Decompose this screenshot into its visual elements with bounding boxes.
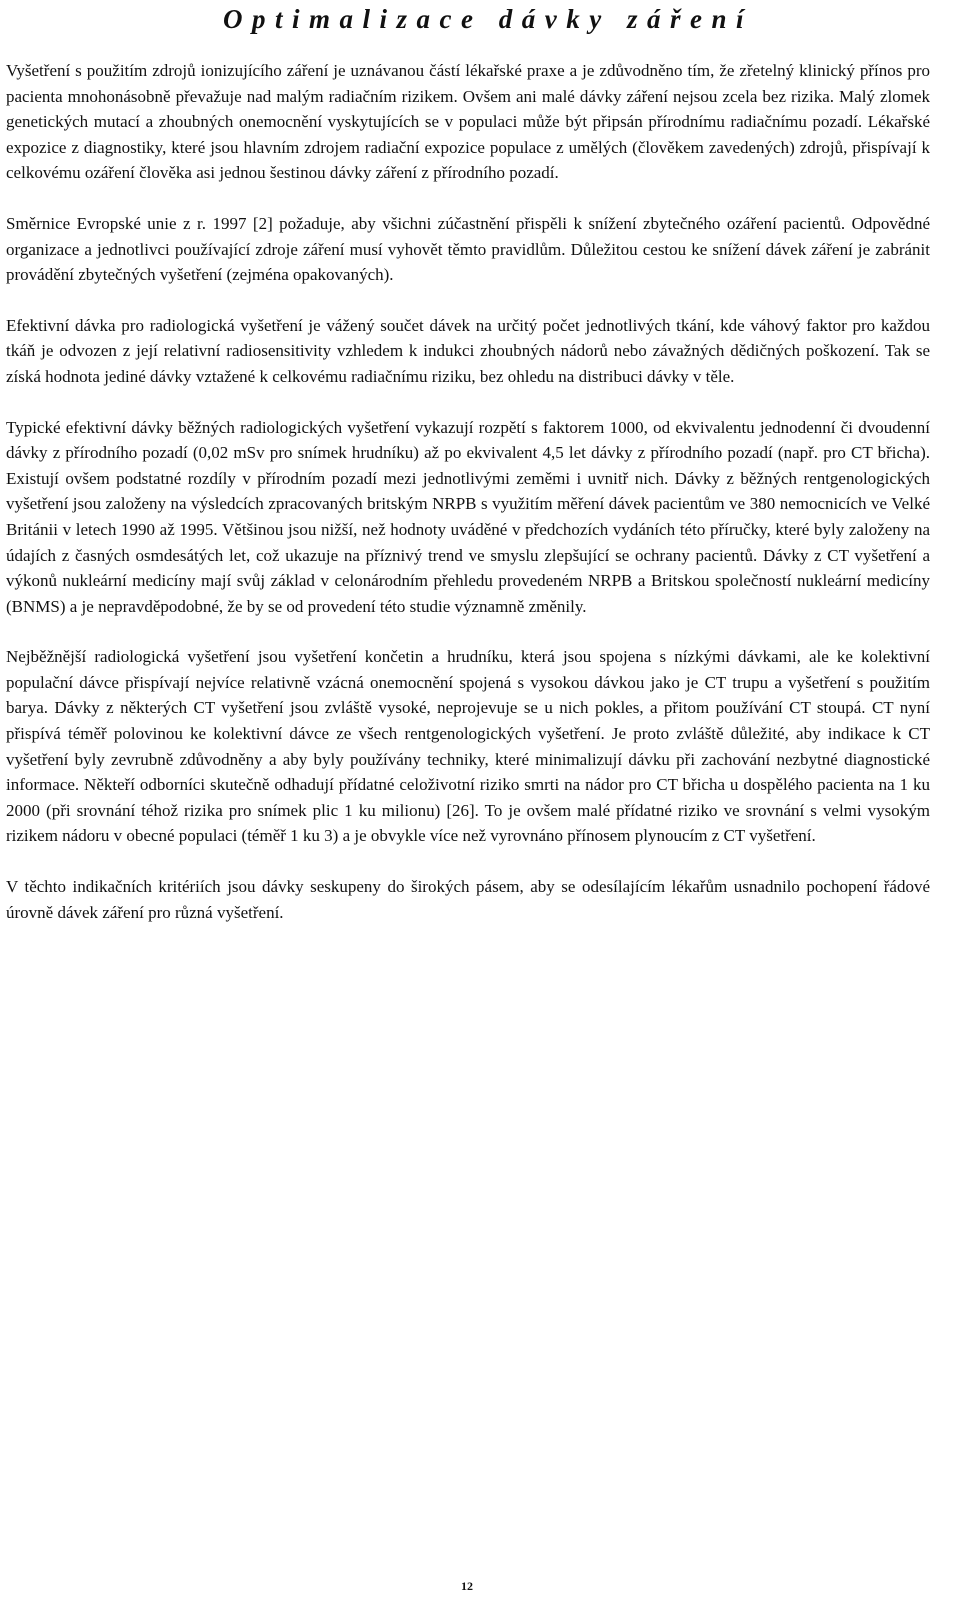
paragraph-typical-doses: Typické efektivní dávky běžných radiologických vyšetření vykazují rozpětí s faktorem 1000, od ekvivalentu jednodenní či dvoudenní dávky z přírodního pozadí (0,02 mSv pro snímek hrudníku) až po ekvivalent 4,5 let dávky z přírodního pozadí (např. pro CT břicha). Existují ovšem podstatné rozdíly v přírodním pozadí mezi jednotlivými zeměmi i uvnitř nich. Dávky z běžných rentgenologických vyšetření jsou založeny na výsledcích zpracovaných britským NRPB s využitím měření dávek pacientům ve 380 nemocnicích ve Velké Británii v letech 1990 až 1995. Většinou jsou nižší, než hodnoty uváděné v předchozích vydáních této příručky, které byly založeny na údajích z časných osmdesátých let, což ukazuje na příznivý trend ve smyslu zlepšující se ochrany pacientů. Dávky z CT vyšetření a výkonů nukleární medicíny mají svůj základ v celonárodním přehledu provedeném NRPB a Britskou společností nukleární medicíny (BNMS) a je nepravděpodobné, že by se od provedení této studie významně změnily. [6,417,930,616]
page-number: 12 [461,1579,473,1593]
paragraph-effective-dose: Efektivní dávka pro radiologická vyšetření je vážený součet dávek na určitý počet jednotlivých tkání, kde váhový faktor pro každou tkáň je odvozen z její relativní radiosensitivity vzhledem k indukci zhoubných nádorů nebo závažných dědičných poškození. Tak se získá hodnota jediné dávky vztažené k celkovému radiačnímu riziku, bez ohledu na distribuci dávky v těle. [6,315,930,386]
paragraph-dose-bands: V těchto indikačních kritériích jsou dávky seskupeny do širokých pásem, aby se odesílajícím lékařům usnadnilo pochopení řádové úrovně dávek záření pro různá vyšetření. [6,877,930,922]
paragraph-eu-directive: Směrnice Evropské unie z r. 1997 [2] požaduje, aby všichni zúčastnění přispěli k snížení zbytečného ozáření pacientů. Odpovědné organizace a jednotlivci používající zdroje záření musí vyhovět těmto pravidlům. Důležitou cestou ke snížení dávek záření je zabránit provádění zbytečných vyšetření (zejména opakovaných). [6,213,930,285]
document-body [6,58,930,925]
paragraph-intro: Vyšetření s použitím zdrojů ionizujícího záření je uznávanou částí lékařské praxe a je zdůvodněno tím, že zřetelný klinický přínos pro pacienta mnohonásobně převažuje nad malým radiačním rizikem. Ovšem ani malé dávky záření nejsou zcela bez rizika. Malý zlomek genetických mutací a zhoubných onemocnění vyskytujících se v populaci může být připsán přírodnímu radiačnímu pozadí. Lékařské expozice z diagnostiky, které jsou hlavním zdrojem radiační expozice populace z umělých (člověkem zavedených) zdrojů, přispívají k celkovému ozáření člověka asi jednou šestinou dávky záření z přírodního pozadí. [6,61,930,183]
document-page [6,0,930,950]
paragraph-common-exams: Nejběžnější radiologická vyšetření jsou vyšetření končetin a hrudníku, která jsou spojena s nízkými dávkami, ale ke kolektivní populační dávce přispívají nejvíce relativně vzácná onemocnění spojená s vysokou dávkou jako je CT trupu a vyšetření s použitím barya. Dávky z některých CT vyšetření jsou zvláště vysoké, neprojevuje se u nich pokles, a přitom používání CT stoupá. CT nyní přispívá téměř polovinou ke kolektivní dávce ze všech rentgenologických vyšetření. Je proto zvláště důležité, aby indikace k CT vyšetření byly zevrubně zdůvodněny a aby byly používány techniky, které minimalizují dávku při zachování nezbytné diagnostické informace. Někteří odborníci skutečně odhadují přídatné celoživotní riziko smrti na nádor pro CT břicha u dospělého pacienta na 1 ku 2000 (při srovnání téhož rizika pro snímek plic 1 ku milionu) [26]. To je ovšem malé přídatné riziko ve srovnání s velmi vysokým rizikem nádoru v obecné populaci (téměř 1 ku 3) a je obvykle více než vyrovnáno přínosem plynoucím z CT vyšetření. [6,647,930,846]
page-title: Optimalizace dávky záření [223,4,753,34]
